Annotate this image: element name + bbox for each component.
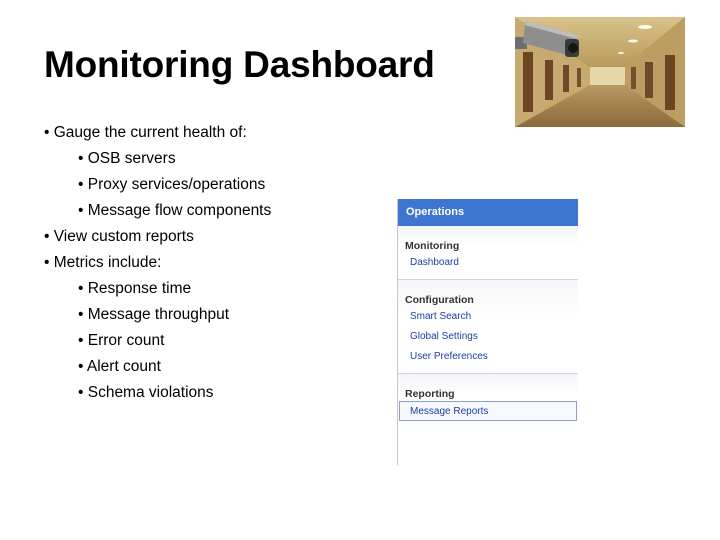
monitoring-section [398,226,578,280]
bullet-item: • Alert count [78,358,161,375]
smart-search-link[interactable]: Smart Search [410,311,472,322]
security-camera-photo [515,17,685,127]
bullet-item: • View custom reports [44,228,194,245]
global-settings-link[interactable]: Global Settings [410,331,478,342]
bullet-item: • Gauge the current health of: [44,124,247,141]
reporting-section [398,374,578,427]
bullet-list [44,120,271,406]
bullet-item: • Proxy services/operations [78,176,266,193]
section-title: Configuration [405,294,474,306]
bullet-item: • Message flow components [78,202,272,219]
configuration-section [398,280,578,374]
dashboard-link[interactable]: Dashboard [410,257,459,268]
operations-header: Operations [398,199,578,226]
bullet-item: • Error count [78,332,165,349]
bullet-item: • Message throughput [78,306,230,323]
bullet-item: • Schema violations [78,384,214,401]
operations-panel [397,199,578,465]
section-title: Monitoring [405,240,460,252]
section-title: Reporting [405,388,455,400]
bullet-item: • Response time [78,280,192,297]
slide-title: Monitoring Dashboard [44,44,435,85]
bullet-item: • OSB servers [78,150,176,167]
message-reports-link[interactable]: Message Reports [399,401,577,421]
bullet-item: • Metrics include: [44,254,162,271]
user-preferences-link[interactable]: User Preferences [410,351,488,362]
